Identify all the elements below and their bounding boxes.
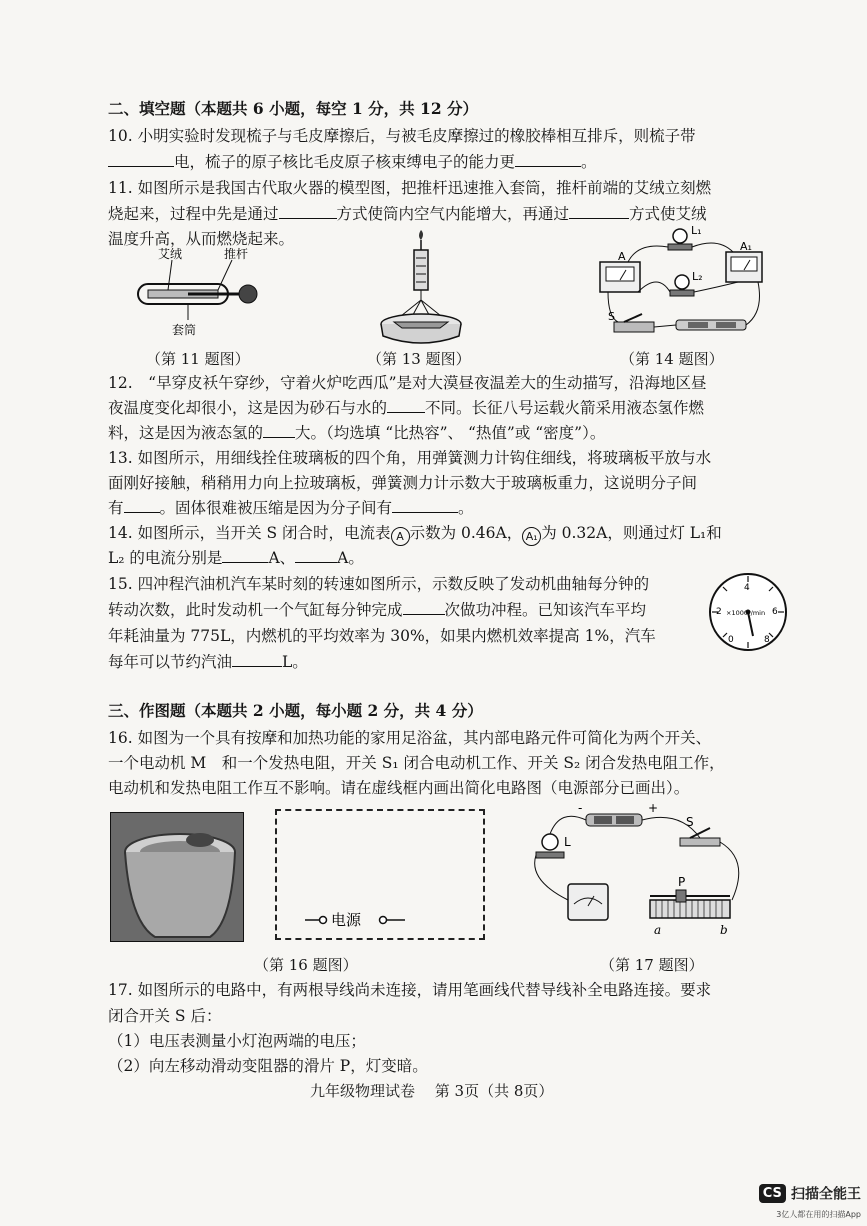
parallel-circuit-figure	[588, 222, 770, 344]
fig17-caption: （第 17 题图）	[600, 956, 704, 974]
q17-line2: 闭合开关 S 后：	[108, 1007, 222, 1025]
q17-item2: （2）向左移动滑动变阻器的滑片 P，灯变暗。	[108, 1057, 428, 1075]
gauge-tick: 6	[772, 607, 778, 617]
label-L1: L₁	[691, 224, 702, 237]
answer-blank[interactable]	[392, 498, 458, 513]
label-tuigan: 推杆	[224, 247, 249, 261]
q12-line2: 夜温度变化却很小，这是因为砂石与水的 不同。长征八号运载火箭采用液态氢作燃	[108, 399, 705, 417]
fig13-caption: （第 13 题图）	[367, 350, 471, 368]
label-A: A	[618, 250, 626, 263]
tachometer-gauge	[706, 570, 790, 654]
label-taotong: 套筒	[172, 323, 197, 337]
answer-blank[interactable]	[295, 548, 337, 563]
camscanner-logo: CS	[759, 1184, 786, 1203]
answer-blank[interactable]	[279, 204, 337, 219]
gauge-tick: 4	[744, 583, 750, 593]
glass-plate-figure	[374, 228, 474, 346]
q16-line1: 16. 如图为一个具有按摩和加热功能的家用足浴盆，其内部电路元件可简化为两个开关、	[108, 729, 712, 747]
fig11-caption: （第 11 题图）	[146, 350, 250, 368]
q15-line4: 每年可以节约汽油 L。	[108, 653, 308, 671]
q15-line3: 年耗油量为 775L，内燃机的平均效率为 30%，如果内燃机效率提高 1%，汽车	[108, 627, 656, 645]
gauge-tick: 8	[764, 635, 770, 645]
gauge-unit: ×1000r/min	[726, 609, 766, 617]
q14-line1: 14. 如图所示，当开关 S 闭合时，电流表 A 示数为 0.46A， A₁ 为 0.32A，则通过灯 L₁和	[108, 523, 722, 546]
power-source-symbol	[305, 909, 415, 931]
q12-line1: 12. “早穿皮袄午穿纱，守着火炉吃西瓜”是对大漠昼夜温差大的生动描写，沿海地区昼	[108, 374, 707, 392]
q11-line2: 烧起来，过程中先是通过 方式使筒内空气内能增大，再通过 方式使艾绒	[108, 205, 707, 223]
watermark-subtitle: 3亿人都在用的扫描App	[776, 1210, 861, 1219]
answer-blank[interactable]	[124, 498, 160, 513]
q17-item1: （1）电压表测量小灯泡两端的电压；	[108, 1032, 366, 1050]
label-A1: A₁	[740, 240, 752, 253]
ammeter-A-symbol: A	[391, 527, 410, 546]
answer-blank[interactable]	[403, 600, 445, 615]
drawing-area-dashed-box[interactable]	[275, 809, 485, 940]
label-a: a	[654, 923, 662, 937]
label-airong: 艾绒	[158, 247, 183, 261]
section-3-title: 三、作图题（本题共 2 小题，每小题 2 分，共 4 分）	[108, 701, 483, 720]
q16-line2: 一个电动机 M 和一个发热电阻，开关 S₁ 闭合电动机工作、开关 S₂ 闭合发热电阻工作，	[108, 754, 725, 772]
q12-line3: 料，这是因为液态氢的 大。（均选填 “比热容”、 “热值”或 “密度”）。	[108, 424, 606, 442]
q15-line2: 转动次数，此时发动机一个气缸每分钟完成 次做功冲程。已知该汽车平均	[108, 601, 647, 619]
label-L: L	[564, 835, 571, 849]
section-2-title: 二、填空题（本题共 6 小题，每空 1 分，共 12 分）	[108, 99, 479, 118]
q13-line3: 有 。固体很难被压缩是因为分子间有 。	[108, 499, 474, 517]
q15-line1: 15. 四冲程汽油机汽车某时刻的转速如图所示，示数反映了发动机曲轴每分钟的	[108, 575, 650, 593]
q13-line2: 面刚好接触，稍稍用力向上拉玻璃板，弹簧测力计示数大于玻璃板重力，这说明分子间	[108, 474, 698, 492]
answer-blank[interactable]	[232, 652, 282, 667]
foot-bath-photo	[110, 812, 244, 942]
fig16-caption: （第 16 题图）	[254, 956, 358, 974]
label-b: b	[720, 923, 728, 937]
q10-line2: 电，梳子的原子核比毛皮原子核束缚电子的能力更 。	[108, 152, 597, 172]
answer-blank[interactable]	[387, 398, 425, 413]
lamp-rheostat-circuit-figure	[520, 800, 760, 940]
q10-line1: 10. 小明实验时发现梳子与毛皮摩擦后，与被毛皮摩擦过的橡胶棒相互排斥，则梳子带	[108, 127, 696, 145]
page-footer: 九年级物理试卷 第 3页（共 8页）	[310, 1082, 554, 1100]
label-P: P	[678, 875, 686, 889]
fig14-caption: （第 14 题图）	[620, 350, 724, 368]
q11-line1: 11. 如图所示是我国古代取火器的模型图，把推杆迅速推入套筒，推杆前端的艾绒立刻燃	[108, 179, 712, 197]
label-L2: L₂	[692, 270, 703, 283]
gauge-tick: 2	[716, 607, 722, 617]
label-minus: -	[578, 801, 583, 815]
q17-line1: 17. 如图所示的电路中，有两根导线尚未连接，请用笔画线代替导线补全电路连接。要求	[108, 981, 712, 999]
ammeter-A1-symbol: A₁	[522, 527, 541, 546]
q11-line3: 温度升高，从而燃烧起来。	[108, 230, 295, 248]
answer-blank[interactable]	[515, 152, 581, 167]
fire-piston-figure	[128, 246, 268, 338]
scanner-watermark	[759, 1183, 861, 1219]
label-S: S	[686, 815, 694, 829]
q14-line2: L₂ 的电流分别是 A、 A。	[108, 549, 364, 567]
q16-line3: 电动机和发热电阻工作互不影响。请在虚线框内画出简化电路图（电源部分已画出）。	[108, 779, 690, 797]
power-label: 电源	[331, 911, 362, 929]
answer-blank[interactable]	[263, 423, 295, 438]
label-S: S	[608, 310, 615, 323]
answer-blank[interactable]	[222, 548, 268, 563]
answer-blank[interactable]	[108, 152, 174, 167]
answer-blank[interactable]	[569, 204, 629, 219]
gauge-tick: 0	[728, 635, 734, 645]
label-plus: +	[648, 801, 659, 815]
q13-line1: 13. 如图所示，用细线拴住玻璃板的四个角，用弹簧测力计钩住细线，将玻璃板平放与水	[108, 449, 712, 467]
watermark-brand: 扫描全能王	[791, 1186, 861, 1203]
